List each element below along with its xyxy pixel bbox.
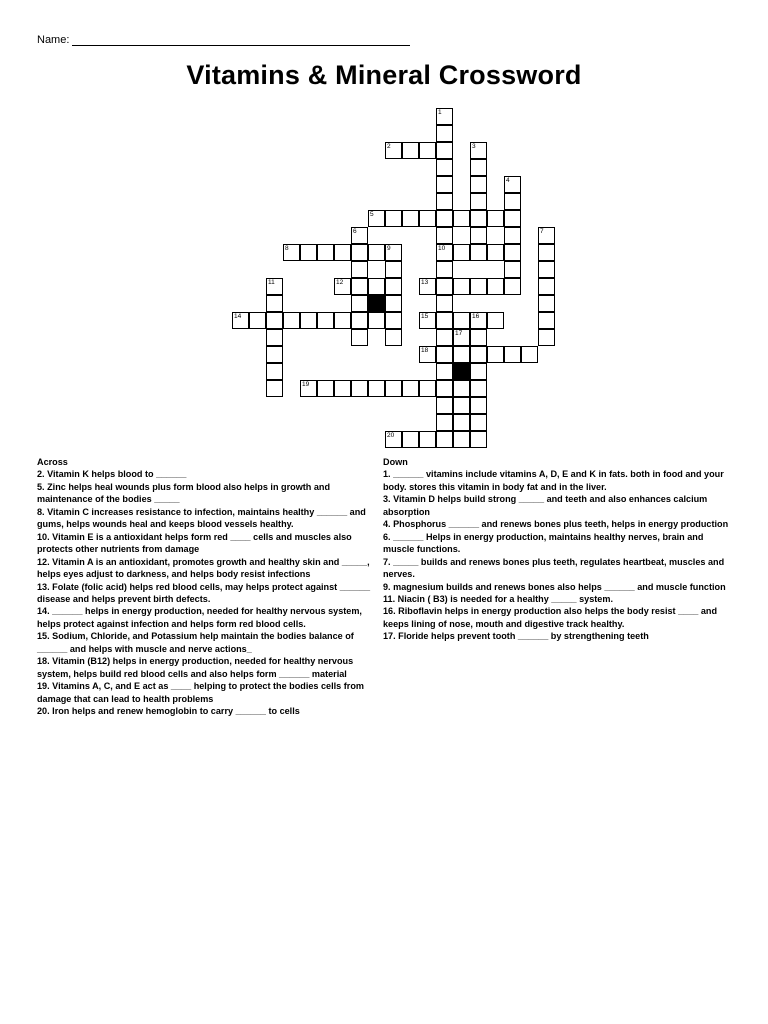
clue-number: 5 [370,211,374,218]
clue-number: 2 [387,143,391,150]
page-title: Vitamins & Mineral Crossword [186,60,582,90]
crossword-cell[interactable] [521,346,538,363]
clue-number: 17 [455,330,463,337]
crossword-cell[interactable] [351,380,368,397]
down-clue: 9. magnesium builds and renews bones also helps ______ and muscle function [383,581,726,592]
across-clue: 2. Vitamin K helps blood to ______ [37,469,187,480]
clue-number: 3 [472,143,476,150]
crossword-cell[interactable] [453,329,470,346]
clue-number: 19 [302,381,310,388]
crossword-cell[interactable] [436,397,453,414]
clue-number: 12 [336,279,344,286]
across-clue: 14. ______ helps in energy production, needed for healthy nervous system, helps protect against infection and helps form red blood cells. [37,606,362,629]
across-clue: 8. Vitamin C increases resistance to infection, maintains healthy ______ and gums, helps wounds heal and keeps blood vessels healthy. [37,506,366,530]
crossword-cell[interactable] [453,244,470,261]
down-clue: 11. Niacin ( B3) is needed for a healthy _____ system. [383,593,613,604]
across-clue: 13. Folate (folic acid) helps red blood cells, may helps protect against ______ disease and helps prevent birth defects. [37,581,371,604]
crossword-cell[interactable] [436,346,453,363]
crossword-cell[interactable] [368,244,385,261]
down-heading: Down [383,457,408,467]
crossword-cell[interactable] [385,142,402,159]
crossword-cell[interactable] [351,227,368,244]
crossword-cell[interactable] [504,210,521,227]
crossword-cell[interactable] [436,108,453,125]
crossword-cell[interactable] [538,312,555,329]
clue-number: 11 [268,279,275,286]
crossword-cell[interactable] [470,142,487,159]
crossword-cell[interactable] [436,193,453,210]
crossword-cell[interactable] [419,380,436,397]
crossword-cell[interactable] [436,142,453,159]
crossword-cell[interactable] [385,380,402,397]
crossword-cell[interactable] [419,278,436,295]
crossword-cell[interactable] [368,278,385,295]
black-square [453,363,470,380]
crossword-cell[interactable] [436,363,453,380]
crossword-cell[interactable] [470,176,487,193]
crossword-cell[interactable] [436,176,453,193]
crossword-cell[interactable] [249,312,266,329]
crossword-cell[interactable] [334,312,351,329]
crossword-cell[interactable] [436,159,453,176]
crossword-cell[interactable] [266,278,283,295]
crossword-cell[interactable] [385,329,402,346]
clue-number: 6 [353,228,357,235]
clue-number: 8 [285,245,289,252]
crossword-cell[interactable] [470,346,487,363]
crossword-cell[interactable] [334,380,351,397]
down-clue: 4. Phosphorus ______ and renews bones plus teeth, helps in energy production [383,519,729,530]
down-clue: 16. Riboflavin helps in energy production also helps the body resist ____ and keeps lining of nose, mouth and digestive track healthy. [383,606,718,629]
crossword-cell[interactable] [317,244,334,261]
crossword-cell[interactable] [232,312,249,329]
crossword-cell[interactable] [385,261,402,278]
crossword-cell[interactable] [504,278,521,295]
crossword-cell[interactable] [470,227,487,244]
clue-number: 1 [438,109,442,116]
crossword-cell[interactable] [436,380,453,397]
clue-number: 4 [506,177,510,184]
crossword-cell[interactable] [453,278,470,295]
crossword-cell[interactable] [436,244,453,261]
down-clue: 17. Floride helps prevent tooth ______ by strengthening teeth [383,631,649,642]
crossword-cell[interactable] [436,210,453,227]
crossword-cell[interactable] [419,142,436,159]
clue-number: 7 [540,228,544,235]
crossword-cell[interactable] [470,244,487,261]
crossword-cell[interactable] [266,312,283,329]
crossword-cell[interactable] [470,363,487,380]
across-clue: 10. Vitamin E is a antioxidant helps form red ____ cells and muscles also protects other nutrients from damage [37,531,352,555]
crossword-cell[interactable] [453,414,470,431]
crossword-cell[interactable] [436,295,453,312]
across-heading: Across [37,457,68,467]
crossword-cell[interactable] [385,295,402,312]
crossword-cell[interactable] [538,227,555,244]
across-clue: 12. Vitamin A is an antioxidant, promotes growth and healthy skin and _____, helps eyes adjust to darkness, and helps body resist infections [37,556,370,580]
crossword-cell[interactable] [436,329,453,346]
crossword-cell[interactable] [283,312,300,329]
crossword-grid [0,0,768,460]
crossword-cell[interactable] [436,312,453,329]
down-clue: 3. Vitamin D helps build strong _____ and teeth and also enhances calcium absorption [383,494,708,517]
crossword-cell[interactable] [368,312,385,329]
crossword-cell[interactable] [300,312,317,329]
crossword-cell[interactable] [538,261,555,278]
crossword-cell[interactable] [385,210,402,227]
across-clue: 18. Vitamin (B12) helps in energy production, needed for healthy nervous system, helps build red blood cells and also helps form ______ material [37,656,354,679]
crossword-cell[interactable] [436,278,453,295]
crossword-cell[interactable] [436,414,453,431]
crossword-cell[interactable] [317,380,334,397]
crossword-cell[interactable] [453,210,470,227]
crossword-cell[interactable] [300,380,317,397]
crossword-cell[interactable] [402,142,419,159]
crossword-cell[interactable] [266,363,283,380]
crossword-cell[interactable] [283,244,300,261]
crossword-cell[interactable] [470,431,487,448]
black-square [368,295,385,312]
crossword-cell[interactable] [317,312,334,329]
crossword-cell[interactable] [504,261,521,278]
crossword-cell[interactable] [470,193,487,210]
clue-number: 18 [421,347,429,354]
crossword-cell[interactable] [419,210,436,227]
crossword-cell[interactable] [538,244,555,261]
crossword-cell[interactable] [538,295,555,312]
across-clue: 19. Vitamins A, C, and E act as ____ helping to protect the bodies cells from damage that can lead to health problems [37,681,364,704]
clue-number: 15 [421,313,429,320]
crossword-cell[interactable] [402,210,419,227]
crossword-cell[interactable] [385,244,402,261]
down-clues [383,456,733,643]
crossword-cell[interactable] [487,244,504,261]
crossword-cell[interactable] [487,278,504,295]
crossword-cell[interactable] [487,312,504,329]
crossword-cell[interactable] [504,176,521,193]
crossword-cell[interactable] [487,210,504,227]
crossword-cell[interactable] [538,278,555,295]
crossword-cell[interactable] [351,278,368,295]
crossword-cell[interactable] [436,431,453,448]
across-clues [37,456,379,718]
crossword-cell[interactable] [470,210,487,227]
clue-number: 14 [234,313,242,320]
crossword-cell[interactable] [504,244,521,261]
crossword-cell[interactable] [453,380,470,397]
crossword-cell[interactable] [385,278,402,295]
down-clue: 7. _____ builds and renews bones plus teeth, regulates heartbeat, muscles and nerves. [383,556,725,580]
crossword-cell[interactable] [470,329,487,346]
crossword-cell[interactable] [385,312,402,329]
crossword-cell[interactable] [266,295,283,312]
crossword-cell[interactable] [351,312,368,329]
crossword-cell[interactable] [504,193,521,210]
clue-number: 10 [438,245,446,252]
crossword-cell[interactable] [470,397,487,414]
crossword-cell[interactable] [334,278,351,295]
clue-number: 20 [387,432,395,439]
clue-number: 9 [387,245,391,252]
across-clue: 20. Iron helps and renew hemoglobin to carry ______ to cells [37,706,300,717]
crossword-cell[interactable] [266,346,283,363]
crossword-cell[interactable] [419,431,436,448]
down-clue: 1. ______ vitamins include vitamins A, D, E and K in fats. both in food and your body. stores this vitamin in body fat and in the liver. [383,469,724,492]
crossword-cell[interactable] [351,244,368,261]
crossword-cell[interactable] [419,346,436,363]
crossword-cell[interactable] [487,346,504,363]
crossword-cell[interactable] [436,125,453,142]
crossword-cell[interactable] [385,431,402,448]
crossword-cell[interactable] [402,380,419,397]
crossword-cell[interactable] [453,346,470,363]
crossword-cell[interactable] [266,380,283,397]
crossword-cell[interactable] [334,244,351,261]
crossword-cell[interactable] [453,431,470,448]
name-label: Name: [37,34,70,46]
crossword-cell[interactable] [266,329,283,346]
crossword-cell[interactable] [351,261,368,278]
crossword-cell[interactable] [470,159,487,176]
crossword-cell[interactable] [419,312,436,329]
crossword-cell[interactable] [368,210,385,227]
crossword-cell[interactable] [402,431,419,448]
crossword-cell[interactable] [504,227,521,244]
clue-number: 16 [472,313,480,320]
crossword-cell[interactable] [351,329,368,346]
crossword-cell[interactable] [470,380,487,397]
crossword-cell[interactable] [300,244,317,261]
crossword-cell[interactable] [436,261,453,278]
clue-number: 13 [421,279,429,286]
crossword-cell[interactable] [351,295,368,312]
crossword-cell[interactable] [368,380,385,397]
crossword-cell[interactable] [453,397,470,414]
crossword-cell[interactable] [470,414,487,431]
down-clue: 6. ______ Helps in energy production, maintains healthy nerves, brain and muscle functions. [383,531,704,555]
crossword-cell[interactable] [538,329,555,346]
crossword-cell[interactable] [470,278,487,295]
crossword-cell[interactable] [470,312,487,329]
across-clue: 5. Zinc helps heal wounds plus form blood also helps in growth and maintenance of the bodies _____ [37,481,331,505]
across-clue: 15. Sodium, Chloride, and Potassium help maintain the bodies balance of ______ and helps with muscle and nerve actions_ [37,631,354,654]
crossword-cell[interactable] [453,312,470,329]
crossword-cell[interactable] [436,227,453,244]
crossword-cell[interactable] [504,346,521,363]
